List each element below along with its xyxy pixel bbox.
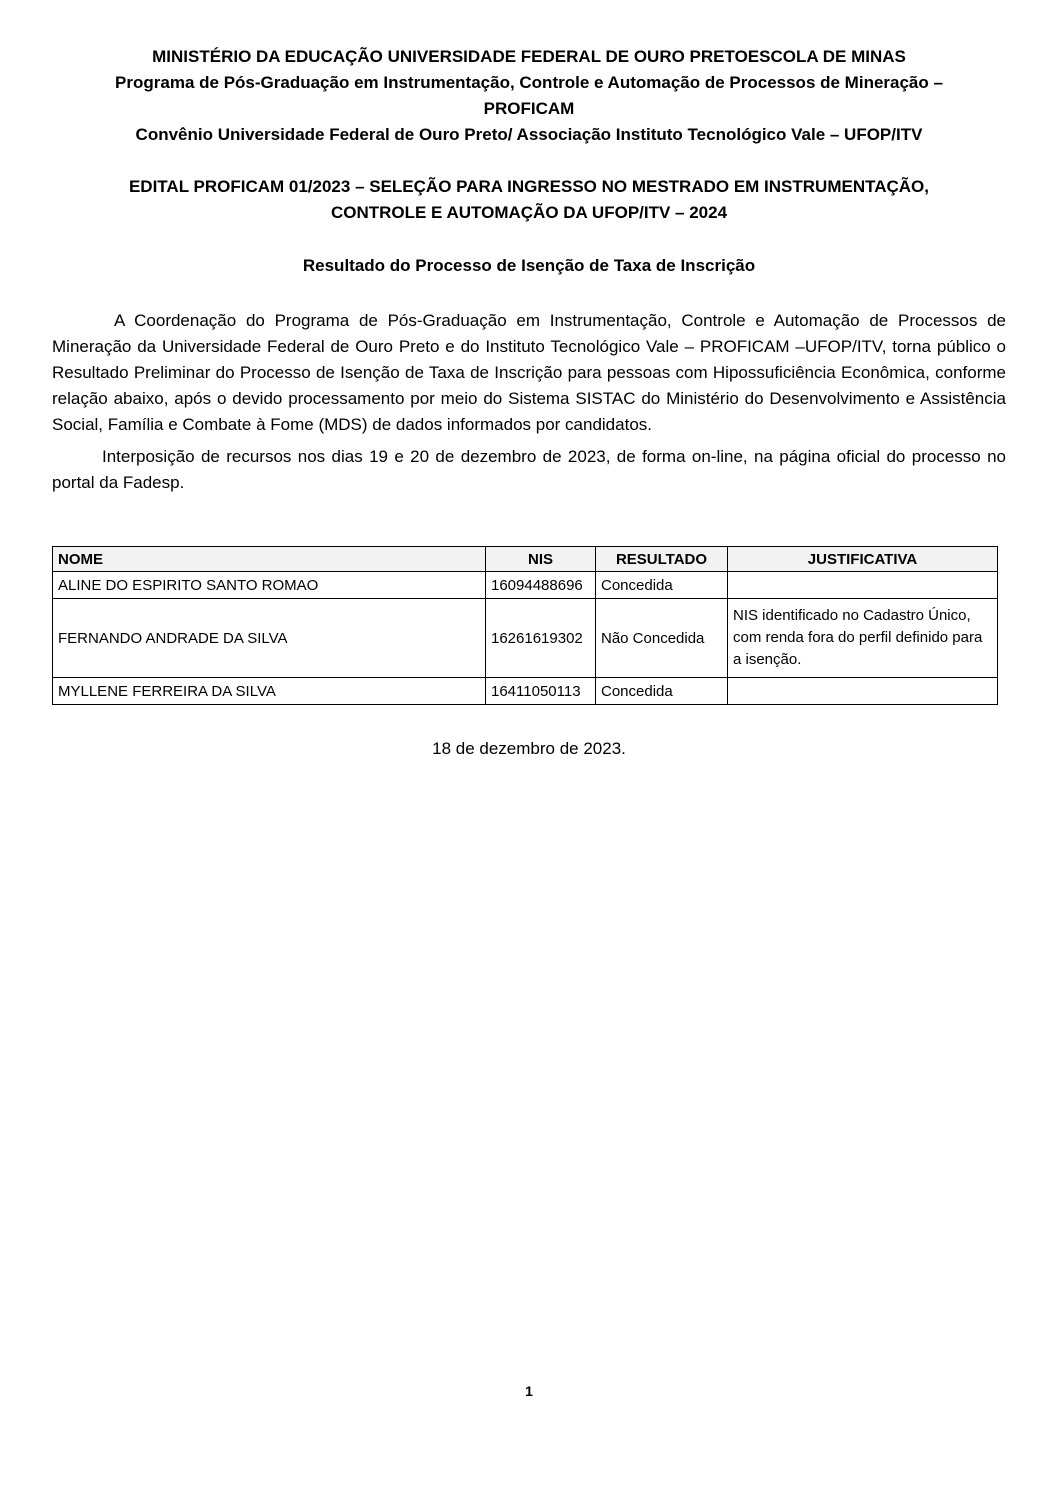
table-row <box>53 678 998 705</box>
page-number: 1 <box>525 1383 533 1399</box>
table-row <box>53 572 998 599</box>
cell-nome: FERNANDO ANDRADE DA SILVA <box>53 599 486 678</box>
cell-justificativa <box>728 572 998 599</box>
column-header-resultado: RESULTADO <box>596 547 728 572</box>
header-line-convenio: Convênio Universidade Federal de Ouro Preto/ Associação Instituto Tecnológico Vale – UFOP/ITV <box>135 125 923 144</box>
table-header-row <box>53 547 998 572</box>
table-row <box>53 599 998 678</box>
cell-nome: ALINE DO ESPIRITO SANTO ROMAO <box>53 572 486 599</box>
column-header-nome: NOME <box>53 547 486 572</box>
results-table <box>52 546 998 705</box>
edital-title: EDITAL PROFICAM 01/2023 – SELEÇÃO PARA INGRESSO NO MESTRADO EM INSTRUMENTAÇÃO, CONTROLE E AUTOMAÇÃO DA UFOP/ITV – 2024 <box>128 177 930 222</box>
cell-nome: MYLLENE FERREIRA DA SILVA <box>53 678 486 705</box>
column-header-justificativa: JUSTIFICATIVA <box>728 547 998 572</box>
column-header-nis: NIS <box>486 547 596 572</box>
date-line: 18 de dezembro de 2023. <box>432 739 626 758</box>
header-line-program: Programa de Pós-Graduação em Instrumentação, Controle e Automação de Processos de Mineração – PROFICAM <box>115 73 943 118</box>
body-text <box>52 308 1006 496</box>
cell-resultado: Concedida <box>596 678 728 705</box>
cell-resultado: Não Concedida <box>596 599 728 678</box>
header-line-ministry: MINISTÉRIO DA EDUCAÇÃO UNIVERSIDADE FEDERAL DE OURO PRETOESCOLA DE MINAS <box>152 47 906 66</box>
section-title: Resultado do Processo de Isenção de Taxa de Inscrição <box>302 256 756 275</box>
document-header <box>52 44 1006 148</box>
paragraph-recursos: Interposição de recursos nos dias 19 e 20 de dezembro de 2023, de forma on-line, na página oficial do processo no portal da Fadesp. <box>52 447 1006 492</box>
cell-nis: 16261619302 <box>486 599 596 678</box>
cell-justificativa: NIS identificado no Cadastro Único, com renda fora do perfil definido para a isenção. <box>728 599 998 678</box>
paragraph-intro: A Coordenação do Programa de Pós-Graduação em Instrumentação, Controle e Automação de Processos de Mineração da Universidade Federal de Ouro Preto e do Instituto Tecnológico Vale – PROFICAM –UFOP/ITV, torna público o Resultado Preliminar do Processo de Isenção de Taxa de Inscrição para pessoas com Hipossuficiência Econômica, conforme relação abaixo, após o devido processamento por meio do Sistema SISTAC do Ministério do Desenvolvimento e Assistência Social, Família e Combate à Fome (MDS) de dados informados por candidatos. <box>52 311 1006 434</box>
cell-nis: 16094488696 <box>486 572 596 599</box>
cell-resultado: Concedida <box>596 572 728 599</box>
cell-nis: 16411050113 <box>486 678 596 705</box>
cell-justificativa <box>728 678 998 705</box>
